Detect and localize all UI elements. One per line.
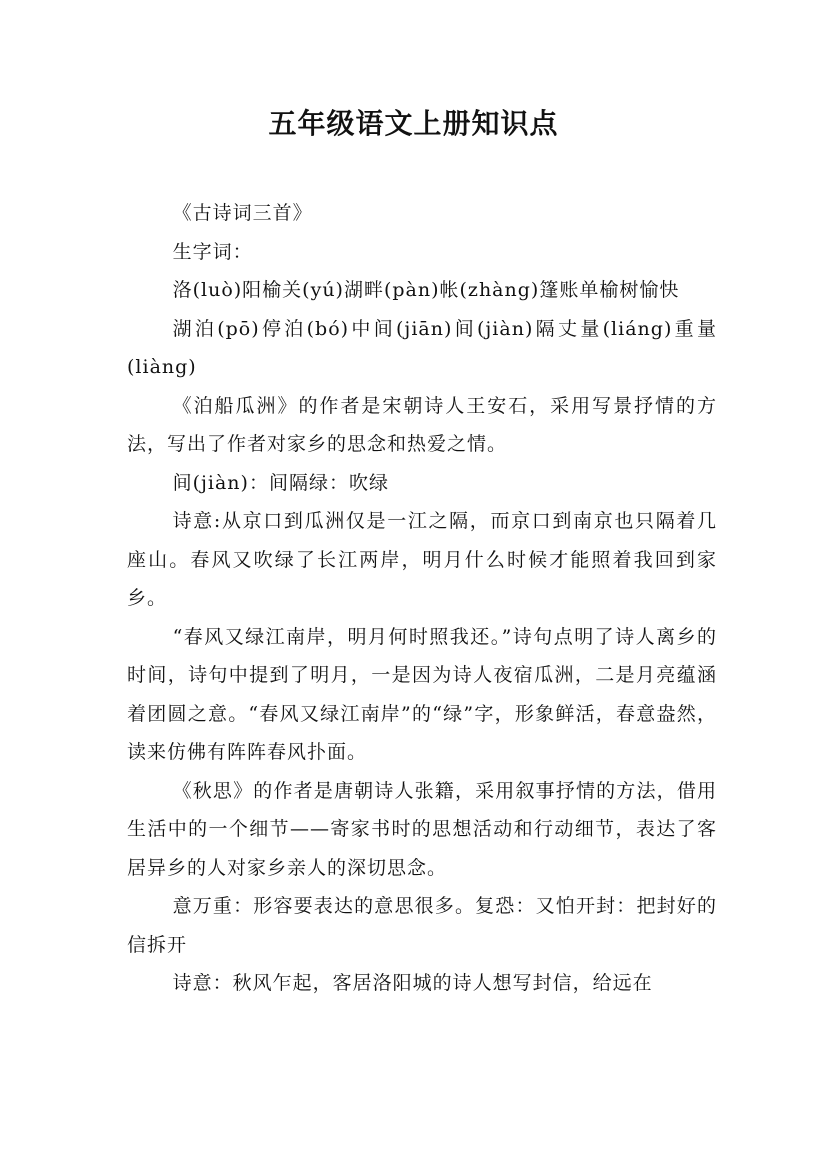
paragraph-vocab-heading: 生字词： xyxy=(172,240,253,263)
paragraph-bochuan-intro: 《泊船瓜洲》的作者是宋朝诗人王安石，采用写景抒情的方法，写出了作者对家乡的思念和热爱之情。 xyxy=(127,394,717,455)
document-body xyxy=(127,194,717,1003)
paragraph-bochuan-meaning: 诗意:从京口到瓜洲仅是一江之隔，而京口到南京也只隔着几座山。春风又吹绿了长江两岸，明月什么时候才能照着我回到家乡。 xyxy=(127,510,717,609)
paragraph-vocab-1: 洛(luò)阳榆关(yú)湖畔(pàn)帐(zhàng)篷账单榆树愉快 xyxy=(172,279,680,301)
paragraph-qiusi-meaning: 诗意：秋风乍起，客居洛阳城的诗人想写封信，给远在 xyxy=(172,972,653,994)
paragraph-qiusi-intro: 《秋思》的作者是唐朝诗人张籍，采用叙事抒情的方法，借用生活中的一个细节——寄家书时的思想活动和行动细节，表达了客居异乡的人对家乡亲人的深切思念。 xyxy=(127,779,717,879)
document-title: 五年级语文上册知识点 xyxy=(268,107,559,140)
paragraph-word-notes: 间(jiàn)：间隔绿：吹绿 xyxy=(172,471,389,494)
paragraph-bochuan-analysis: “春风又绿江南岸，明月何时照我还。”诗句点明了诗人离乡的时间，诗句中提到了明月，一是因为诗人夜宿瓜洲，二是月亮蕴涵着团圆之意。“春风又绿江南岸”的“绿”字，形象鲜活，春意盎然，读来仿佛有阵阵春风扑面。 xyxy=(127,625,717,763)
paragraph-qiusi-words: 意万重：形容要表达的意思很多。复恐：又怕开封：把封好的信拆开 xyxy=(127,895,717,956)
paragraph-poem-title: 《古诗词三首》 xyxy=(172,202,313,224)
paragraph-vocab-2: 湖泊(pō)停泊(bó)中间(jiān)间(jiàn)隔丈量(liáng)重量(liàng) xyxy=(127,317,717,378)
